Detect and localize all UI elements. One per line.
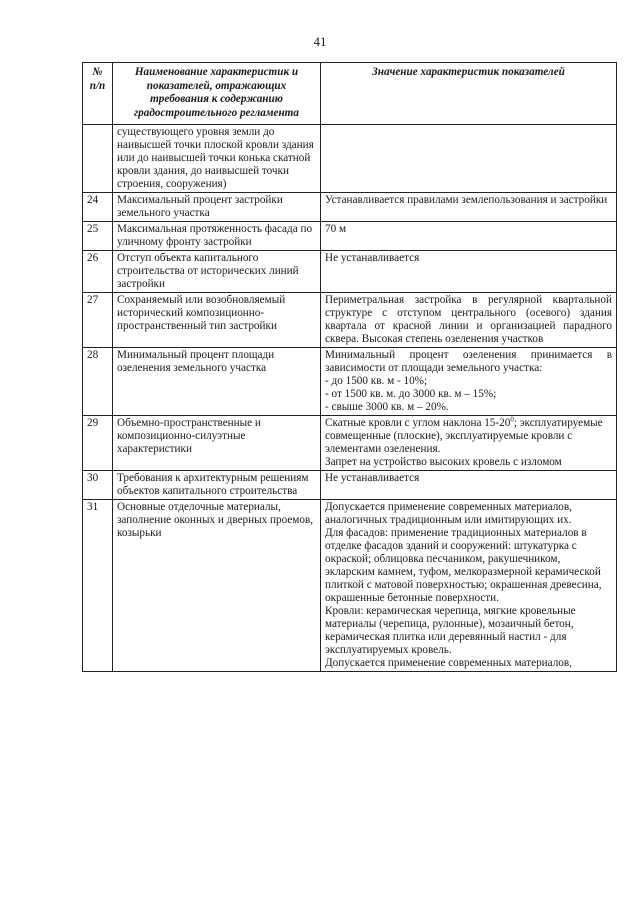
row-number	[83, 125, 113, 193]
row-characteristic: Максимальная протяженность фасада по уличному фронту застройки	[113, 222, 321, 251]
row-value	[321, 416, 617, 471]
table-header-row	[83, 63, 617, 125]
row-characteristic: Минимальный процент площади озеленения земельного участка	[113, 348, 321, 416]
row-number: 24	[83, 193, 113, 222]
value-line: - свыше 3000 кв. м – 20%.	[325, 401, 449, 413]
regulation-table	[82, 62, 617, 672]
row-number: 26	[83, 251, 113, 293]
row-number: 31	[83, 500, 113, 672]
table-row	[83, 193, 617, 222]
row-value	[321, 125, 617, 193]
table-row	[83, 500, 617, 672]
value-line: - от 1500 кв. м. до 3000 кв. м – 15%;	[325, 388, 497, 400]
table-row	[83, 222, 617, 251]
row-number: 30	[83, 471, 113, 500]
row-number: 28	[83, 348, 113, 416]
row-value	[321, 500, 617, 672]
value-line: Минимальный процент озеленения принимается в зависимости от площади земельного участка:	[325, 349, 612, 374]
row-characteristic: Отступ объекта капитального строительства от исторических линий застройки	[113, 251, 321, 293]
row-characteristic: Максимальный процент застройки земельного участка	[113, 193, 321, 222]
value-line: Для фасадов: применение традиционных материалов в отделке фасадов зданий и сооружений: штукатурка с окраской; облицовка песчаником, ракушечником, экларским камнем, туфом, мелкоразмерной керамической плиткой с матовой поверхностью; окрашенная древесина, окрашенные бетонные поверхности.	[325, 527, 602, 604]
row-characteristic: Требования к архитектурным решениям объектов капитального строительства	[113, 471, 321, 500]
header-characteristic-value: Значение характеристик показателей	[321, 63, 617, 125]
table-row	[83, 293, 617, 348]
header-characteristic-name: Наименование характеристик и показателей, отражающих требования к содержанию градостроительного регламента	[113, 63, 321, 125]
value-line: Кровли: керамическая черепица, мягкие кровельные материалы (черепица, рулонные), мозаичный бетон, керамическая плитка или деревянный настил - для эксплуатируемых кровель.	[325, 605, 576, 656]
row-characteristic: Основные отделочные материалы, заполнение оконных и дверных проемов, козырьки	[113, 500, 321, 672]
value-text	[325, 417, 612, 456]
row-value: Периметральная застройка в регулярной квартальной структуре с отступом центрального (осевого) здания квартала от красной линии и организацией парадного сквера. Высокая степень озеленения участков	[321, 293, 617, 348]
row-number: 25	[83, 222, 113, 251]
row-value	[321, 348, 617, 416]
value-rest: ; эксплуатируемые совмещенные (плоские), эксплуатируемые кровли с элементами озеленения.	[325, 417, 603, 455]
table-row	[83, 125, 617, 193]
row-value: Не устанавливается	[321, 251, 617, 293]
value-line: Запрет на устройство высоких кровель с изломом	[325, 456, 562, 468]
row-characteristic: Сохраняемый или возобновляемый исторический композиционно-пространственный тип застройки	[113, 293, 321, 348]
table-row	[83, 348, 617, 416]
degree-superscript: 0	[510, 415, 514, 424]
row-characteristic: существующего уровня земли до наивысшей точки плоской кровли здания или до наивысшей точки конька скатной кровли здания, до наивысшей точки строения, сооружения)	[113, 125, 321, 193]
table-row	[83, 251, 617, 293]
row-characteristic: Объемно-пространственные и композиционно-силуэтные характеристики	[113, 416, 321, 471]
value-line: - до 1500 кв. м - 10%;	[325, 375, 428, 387]
value-line: Допускается применение современных материалов, аналогичных традиционным или имитирующих их.	[325, 501, 572, 526]
header-number: № п/п	[83, 63, 113, 125]
value-main: Скатные кровли с углом наклона 15-20	[325, 417, 511, 429]
page-number: 41	[313, 34, 327, 49]
value-line: Допускается применение современных материалов,	[325, 657, 572, 669]
table-row	[83, 471, 617, 500]
row-value: Не устанавливается	[321, 471, 617, 500]
row-number: 29	[83, 416, 113, 471]
row-value: 70 м	[321, 222, 617, 251]
row-number: 27	[83, 293, 113, 348]
row-value: Устанавливается правилами землепользования и застройки	[321, 193, 617, 222]
table-row	[83, 416, 617, 471]
